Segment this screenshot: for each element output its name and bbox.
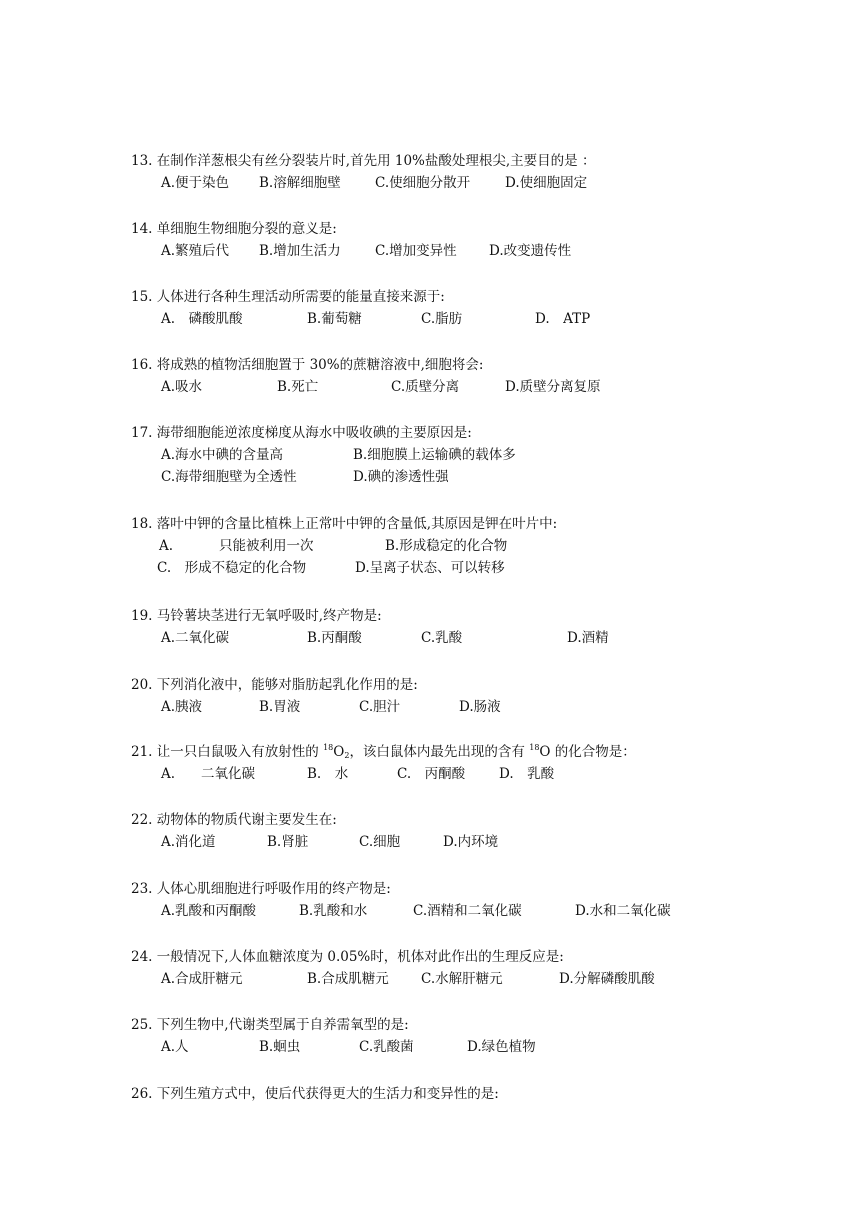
option-c: C.酒精和二氧化碳 bbox=[413, 903, 522, 919]
options-row bbox=[131, 172, 595, 194]
question-25 bbox=[131, 1014, 536, 1058]
option-d: D. ATP bbox=[535, 311, 591, 327]
question-23 bbox=[131, 878, 671, 922]
option-d: D. 乳酸 bbox=[499, 766, 555, 782]
options-row bbox=[131, 240, 572, 262]
option-b: B.溶解细胞壁 bbox=[259, 175, 341, 191]
option-b: B.增加生活力 bbox=[259, 243, 341, 259]
option-a: A.合成肝糖元 bbox=[161, 971, 243, 987]
option-b: B.乳酸和水 bbox=[299, 903, 368, 919]
option-b: B.细胞膜上运输碘的载体多 bbox=[353, 447, 516, 463]
question-stem: 18. 落叶中钾的含量比植株上正常叶中钾的含量低,其原因是钾在叶片中: bbox=[131, 516, 558, 532]
option-b: B.死亡 bbox=[277, 379, 319, 395]
option-d: D.碘的渗透性强 bbox=[353, 469, 449, 485]
question-22 bbox=[131, 809, 499, 853]
question-stem: 13. 在制作洋葱根尖有丝分裂装片时,首先用 10%盐酸处理根尖,主要目的是 ： bbox=[131, 153, 596, 169]
option-a: 二氧化碳 bbox=[201, 766, 255, 782]
option-c: C.海带细胞壁为全透性 bbox=[161, 469, 297, 485]
option-d: D.水和二氧化碳 bbox=[575, 903, 671, 919]
option-d: D.酒精 bbox=[567, 630, 609, 646]
option-c: C.胆汁 bbox=[359, 699, 401, 715]
option-b: B.形成稳定的化合物 bbox=[385, 538, 508, 554]
option-b: B.丙酮酸 bbox=[307, 630, 362, 646]
options-row bbox=[131, 535, 557, 557]
option-d: D.使细胞固定 bbox=[505, 175, 588, 191]
option-c: C. 丙酮酸 bbox=[397, 766, 466, 782]
options-row bbox=[131, 557, 557, 579]
option-a: A.便于染色 bbox=[161, 175, 230, 191]
question-20 bbox=[131, 674, 501, 718]
question-stem: 26. 下列生殖方式中，使后代获得更大的生活力和变异性的是: bbox=[131, 1086, 499, 1102]
option-b: B.蛔虫 bbox=[259, 1039, 301, 1055]
options-row bbox=[131, 696, 501, 718]
option-b: B. 水 bbox=[307, 766, 349, 782]
question-stem: 24. 一般情况下,人体血糖浓度为 0.05%时，机体对此作出的生理反应是: bbox=[131, 949, 564, 965]
option-d: D.肠液 bbox=[459, 699, 501, 715]
options-row bbox=[131, 376, 601, 398]
question-stem: 20. 下列消化液中，能够对脂肪起乳化作用的是: bbox=[131, 677, 418, 693]
question-stem: 19. 马铃薯块茎进行无氧呼吸时,终产物是: bbox=[131, 608, 382, 624]
option-a: A.乳酸和丙酮酸 bbox=[161, 903, 257, 919]
option-b: B.肾脏 bbox=[267, 834, 309, 850]
option-a: A.繁殖后代 bbox=[161, 243, 230, 259]
question-stem: 22. 动物体的物质代谢主要发生在: bbox=[131, 812, 337, 828]
options-row bbox=[131, 763, 636, 785]
option-c: C.脂肪 bbox=[421, 311, 463, 327]
option-c: C.乳酸 bbox=[421, 630, 463, 646]
option-c: C.水解肝糖元 bbox=[421, 971, 503, 987]
option-c: C. 形成不稳定的化合物 bbox=[157, 560, 307, 576]
question-15 bbox=[131, 286, 591, 330]
question-stem: 14. 单细胞生物细胞分裂的意义是: bbox=[131, 221, 337, 237]
question-13 bbox=[131, 150, 595, 194]
question-26 bbox=[131, 1083, 499, 1105]
question-stem: 17. 海带细胞能逆浓度梯度从海水中吸收碘的主要原因是: bbox=[131, 425, 472, 441]
options-row bbox=[131, 968, 655, 990]
options-row bbox=[131, 627, 609, 649]
options-row bbox=[131, 466, 472, 488]
options-row bbox=[131, 444, 516, 466]
option-a: A. 磷酸肌酸 bbox=[161, 311, 243, 327]
option-b: B.胃液 bbox=[259, 699, 301, 715]
options-row bbox=[131, 831, 499, 853]
option-c: C.增加变异性 bbox=[375, 243, 457, 259]
option-d: D.质壁分离复原 bbox=[505, 379, 601, 395]
option-d: D.呈离子状态、可以转移 bbox=[355, 560, 505, 576]
question-17 bbox=[131, 422, 516, 488]
option-a: A.二氧化碳 bbox=[161, 630, 230, 646]
question-19 bbox=[131, 605, 609, 649]
option-a: A.消化道 bbox=[161, 834, 216, 850]
options-row bbox=[131, 1036, 536, 1058]
option-c: C.使细胞分散开 bbox=[375, 175, 471, 191]
option-a: A.吸水 bbox=[161, 379, 203, 395]
option-a-letter: A. bbox=[159, 538, 174, 554]
question-18 bbox=[131, 513, 557, 579]
option-b: B.合成肌糖元 bbox=[307, 971, 389, 987]
question-24 bbox=[131, 946, 655, 990]
option-d: D.改变遗传性 bbox=[489, 243, 572, 259]
option-a: A.海水中碘的含量高 bbox=[161, 447, 284, 463]
option-c: C.乳酸菌 bbox=[359, 1039, 414, 1055]
option-d: D.绿色植物 bbox=[467, 1039, 536, 1055]
options-row bbox=[131, 308, 591, 330]
question-stem: 15. 人体进行各种生理活动所需要的能量直接来源于: bbox=[131, 289, 445, 305]
option-a-letter: A. bbox=[161, 766, 176, 782]
options-row bbox=[131, 900, 671, 922]
option-b: B.葡萄糖 bbox=[307, 311, 362, 327]
option-a: 只能被利用一次 bbox=[219, 538, 314, 554]
option-c: C.质壁分离 bbox=[391, 379, 460, 395]
option-a: A.人 bbox=[161, 1039, 189, 1055]
question-14 bbox=[131, 218, 572, 262]
question-stem: 21. 让一只白鼠吸入有放射性的 $^{18}O_2$，该白鼠体内最先出现的含有 $^{18}$O 的化合物是： bbox=[131, 743, 636, 760]
question-stem: 25. 下列生物中,代谢类型属于自养需氧型的是: bbox=[131, 1017, 409, 1033]
question-stem: 23. 人体心肌细胞进行呼吸作用的终产物是: bbox=[131, 881, 391, 897]
option-d: D.内环境 bbox=[443, 834, 499, 850]
question-21 bbox=[131, 741, 636, 785]
option-a: A.胰液 bbox=[161, 699, 203, 715]
question-stem: 16. 将成熟的植物活细胞置于 30%的蔗糖溶液中,细胞将会: bbox=[131, 357, 484, 373]
option-d: D.分解磷酸肌酸 bbox=[559, 971, 655, 987]
option-c: C.细胞 bbox=[359, 834, 401, 850]
question-16 bbox=[131, 354, 601, 398]
